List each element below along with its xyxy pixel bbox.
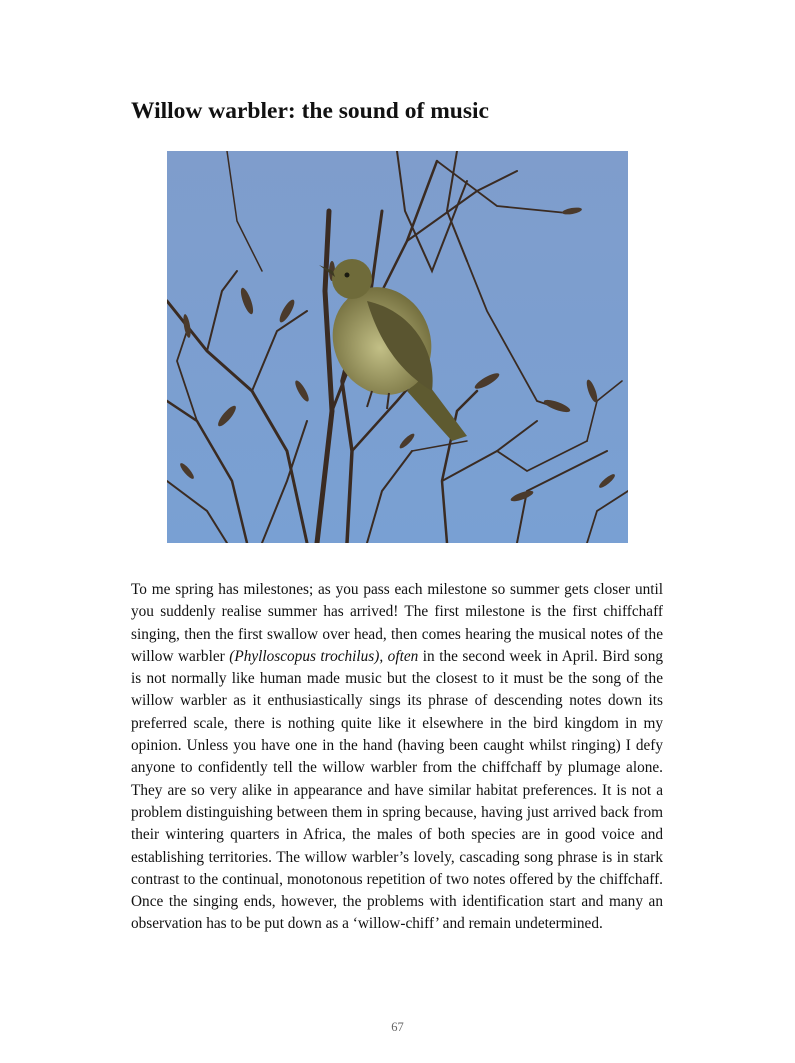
bird-head: [332, 259, 372, 299]
bird-eye: [345, 273, 350, 278]
page-number: 67: [391, 1020, 404, 1034]
article-text-part-2: in the second week in April. Bird song is not normally like human made music but the closest to it must be the song of the willow warbler as it enthusiastically sings its phrase of descending notes down its preferred scale, there is nothing quite like it elsewhere in the bird kingdom in my opinion. Unless you have one in the hand (having been caught whilst ringing) I defy anyone to confidently tell the willow warbler from the chiffchaff by plumage alone. They are so very alike in appearance and have similar habitat preferences. It is not a problem distinguishing between them in spring because, having just arrived back from their wintering quarters in Africa, the males of both species are in good voice and establishing territories. The willow warbler’s lovely, cascading song phrase is in stark contrast to the continual, monotonous repetition of two notes offered by the chiffchaff. Once the singing ends, however, the problems with identification start and many an observation has to be put down as a ‘willow-chiff’ and remain undetermined.: [131, 647, 663, 933]
article-paragraph: [131, 579, 663, 936]
page-title: Willow warbler: the sound of music: [131, 98, 489, 124]
willow-warbler-photo: [167, 151, 628, 543]
latin-name: (Phylloscopus trochilus), often: [229, 647, 419, 665]
article-text-part-1: To me spring has milestones; as you pass each milestone so summer gets closer until you suddenly realise summer has arrived! The first milestone is the first chiffchaff singing, then the first swallow over head, then comes hearing the musical notes of the willow warbler: [131, 581, 663, 665]
